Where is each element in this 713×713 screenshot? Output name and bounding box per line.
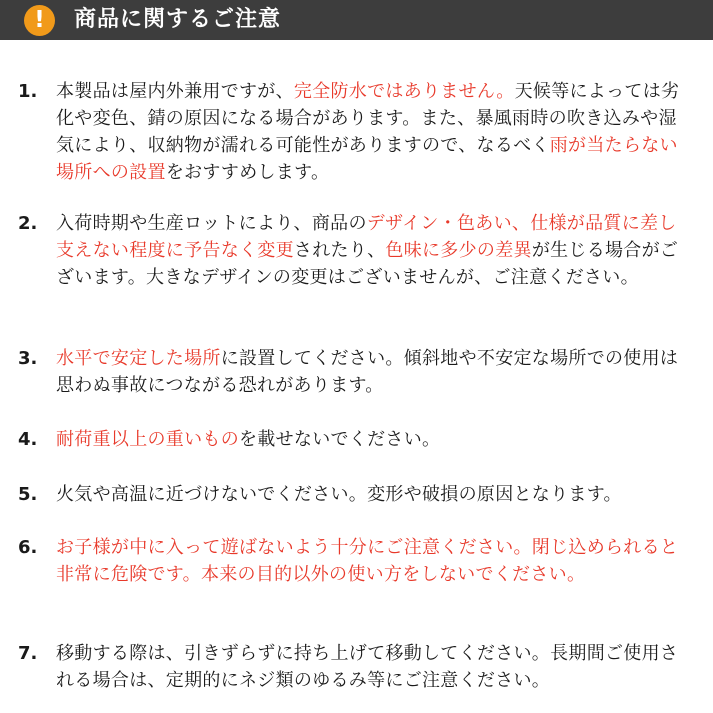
- note-text-segment: 入荷時期や生産ロットにより、商品の: [56, 213, 367, 234]
- note-number: 5.: [18, 484, 38, 505]
- header-bar: [0, 0, 713, 40]
- note-number: 7.: [18, 643, 38, 664]
- note-text-segment: が生じる場合がございます。大きなデザインの変更はございませんが、ご注意ください。: [56, 240, 679, 288]
- note-text: [56, 426, 694, 453]
- note-text-segment: を載せないでください。: [239, 429, 441, 450]
- note-highlight: 色味に多少の差異: [385, 240, 532, 261]
- note-highlight: 完全防水ではありません。: [293, 81, 515, 102]
- note-text-segment: 移動する際は、引きずらずに持ち上げて移動してください。長期間ご使用される場合は、定期的にネジ類のゆるみ等にご注意ください。: [56, 643, 679, 691]
- note-text: [56, 481, 694, 508]
- note-number: 6.: [18, 537, 38, 558]
- note-highlight: お子様が中に入って遊ばないよう十分にご注意ください。閉じ込められると非常に危険です。本来の目的以外の使い方をしないでください。: [56, 537, 679, 585]
- note-number: 1.: [18, 81, 38, 102]
- note-text-segment: に設置してください。傾斜地や不安定な場所での使用は思わぬ事故につながる恐れがあります。: [56, 348, 679, 396]
- note-highlight: 雨が当たらない場所への設置: [56, 135, 678, 183]
- exclamation-icon: !: [24, 5, 55, 36]
- note-number: 4.: [18, 429, 38, 450]
- note-text-segment: をおすすめします。: [165, 162, 330, 183]
- note-text-segment: 天候等によっては劣化や変色、錆の原因になる場合があります。また、暴風雨時の吹き込みや湿気により、収納物が濡れる可能性がありますので、なるべく: [56, 81, 680, 156]
- note-highlight: デザイン・色あい、仕様が品質に差し支えない程度に予告なく変更: [56, 213, 677, 261]
- note-text: [56, 78, 694, 186]
- note-text: [56, 640, 694, 694]
- note-number: 2.: [18, 213, 38, 234]
- note-highlight: 水平で安定した場所: [56, 348, 221, 369]
- note-text-segment: 火気や高温に近づけないでください。変形や破損の原因となります。: [56, 484, 622, 505]
- note-text-segment: されたり、: [293, 240, 386, 261]
- note-text: [56, 534, 694, 588]
- note-text: [56, 210, 694, 291]
- note-text-segment: 本製品は屋内外兼用ですが、: [56, 81, 294, 102]
- note-text: [56, 345, 694, 399]
- note-highlight: 耐荷重以上の重いもの: [56, 429, 239, 450]
- note-number: 3.: [18, 348, 38, 369]
- page-title: 商品に関するご注意: [74, 7, 282, 32]
